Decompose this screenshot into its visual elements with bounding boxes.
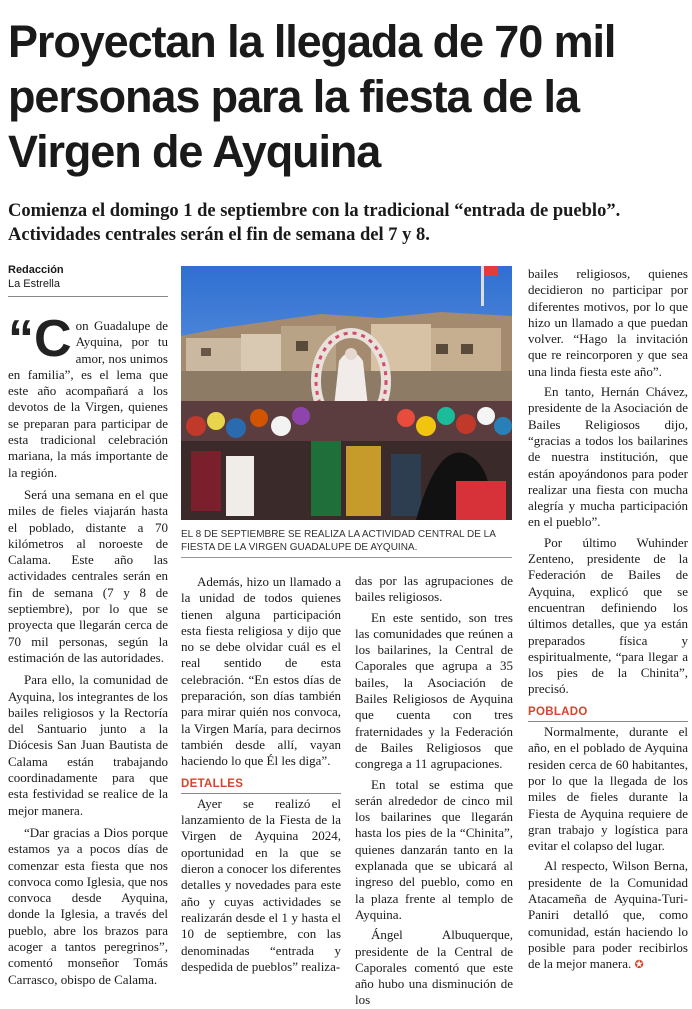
paragraph: “Dar gracias a Dios porque estamos ya a pocos días de comenzar esta fiesta que nos convoca como Iglesia, que nos convoca desde Ayquina, donde la Iglesia, a través del pueblo, abre los brazos para acoger a tantos peregrinos”, comentó monseñor Tomás Carrasco, obispo de Calama. [8, 824, 168, 987]
paragraph: En total se estima que serán alrededor de cinco mil los bailarines que llegarán hasta los pies de la “Chinita”, quienes danzarán tanto en la explanada que se ubicará al ingreso del pueblo, como en la plaza frente al templo de Ayquina. [355, 776, 513, 922]
byline-divider [8, 296, 168, 297]
lead-paragraph [8, 310, 168, 481]
paragraph: Será una semana en el que miles de fieles viajarán hasta el poblado, distante a 70 kilómetros al noroeste de Calama. Este año las actividades centrales serán en fin de semana (7 y 8 de septiembre), por lo que se proyecta que llegarán cerca de 70 mil personas, según la estimación de las autoridades. [8, 486, 168, 665]
paragraph: Por último Wuhinder Zenteno, presidente de la Federación de Bailes de Ayquina, explicó que se encuentran definiendo los últimos detalles, que ya están preparados física y espiritualmente, “para llegar a los pies de la Chinita”, precisó. [528, 534, 688, 697]
drop-quote: “C [8, 310, 72, 368]
paragraph: Además, hizo un llamado a la unidad de todos quienes tienen alguna participación esta fiesta religiosa y dijo que no se debe olvidar cuál es el real sentido de esta celebración. “En estos días de preparación, son días también para mirar quién nos convoca, la Virgen María, para decirnos también desde allí, vayan haciendo lo que Él les diga”. [181, 574, 341, 769]
paragraph: das por las agrupaciones de bailes religiosos. [355, 573, 513, 605]
subheadline: Comienza el domingo 1 de septiembre con la tradicional “entrada de pueblo”. Actividades centrales serán el fin de semana del 7 y 8. [8, 201, 621, 245]
article-column-3 [355, 573, 513, 1008]
paragraph: En tanto, Hernán Chávez, presidente de la Asociación de Bailes Religiosos dijo, “gracias a todos los bailarines de nuestra institución, que están apoyándonos para poder realizar una fiesta con mucha alegría y mucha participación en el pueblo”. [528, 384, 688, 530]
article-column-1 [8, 310, 168, 987]
closing-text: Al respecto, Wilson Berna, presidente de la Comunidad Atacameña de Ayquina-Turi-Paniri detalló que, como comunidad, están haciendo lo posible para poder recibirlos de la mejor manera. [528, 858, 688, 972]
paragraph: Para ello, la comunidad de Ayquina, los integrantes de los bailes religiosos y la Rectoría del Santuario junto a la Diócesis San Juan Bautista de Calama están trabajando coordinadamente para que esta festividad se realice de la mejor manera. [8, 672, 168, 818]
byline [8, 263, 168, 291]
section-heading-poblado: POBLADO [528, 704, 688, 722]
paragraph: En este sentido, son tres las comunidades que reúnen a los bailarines, la Central de Caporales que agrupa a 35 bailes, la Asociación de Bailes Religiosos de Ayquina que cuenta con tres fraternidades y la Federación de Bailes Religiosos que congrega a 11 agrupaciones. [355, 609, 513, 772]
section-heading-detalles: DETALLES [181, 776, 341, 794]
article-column-4 [528, 266, 688, 978]
paragraph [528, 858, 688, 973]
headline: Proyectan la llegada de 70 mil personas para la fiesta de la Virgen de Ayquina [8, 16, 616, 177]
byline-author: Redacción [8, 264, 64, 276]
lead-text: on Guadalupe de Ayquina, por tu amor, nos unimos en familia”, es el lema que este año acompañará a los devotos de la Virgen, quienes se preparan para participar de esta tradicional celebración mariana, la más importante de la región. [8, 318, 168, 480]
paragraph: bailes religiosos, quienes decidieron no participar por diferentes motivos, por lo que hizo un llamado a que puedan volver. “Hago la invitación que re reincorporen y que sea una linda fiesta este año”. [528, 266, 688, 379]
festival-photo [181, 266, 512, 520]
byline-outlet: La Estrella [8, 278, 60, 290]
paragraph: Ayer se realizó el lanzamiento de la Fiesta de la Virgen de Ayquina 2024, oportunidad en la que se dieron a conocer los diferentes detalles y novedades para este año y cuyas actividades se realizarán desde el 1 y hasta el 10 de septiembre, con las denominadas “entrada y despedida de pueblos” realiza- [181, 795, 341, 974]
paragraph: Normalmente, durante el año, en el poblado de Ayquina residen cerca de 60 habitantes, por lo que la llegada de los miles de fieles durante la Fiesta de Ayquina requiere de gran trabajo y logística para evitar el colapso del lugar. [528, 724, 688, 854]
article-column-2 [181, 574, 341, 978]
paragraph: Ángel Albuquerque, presidente de la Central de Caporales comentó que este año hubo una disminución de los [355, 927, 513, 1008]
end-mark-icon: ✪ [634, 958, 644, 972]
photo-caption: EL 8 DE SEPTIEMBRE SE REALIZA LA ACTIVIDAD CENTRAL DE LA FIESTA DE LA VIRGEN GUADALUPE DE AYQUINA. [181, 528, 512, 558]
